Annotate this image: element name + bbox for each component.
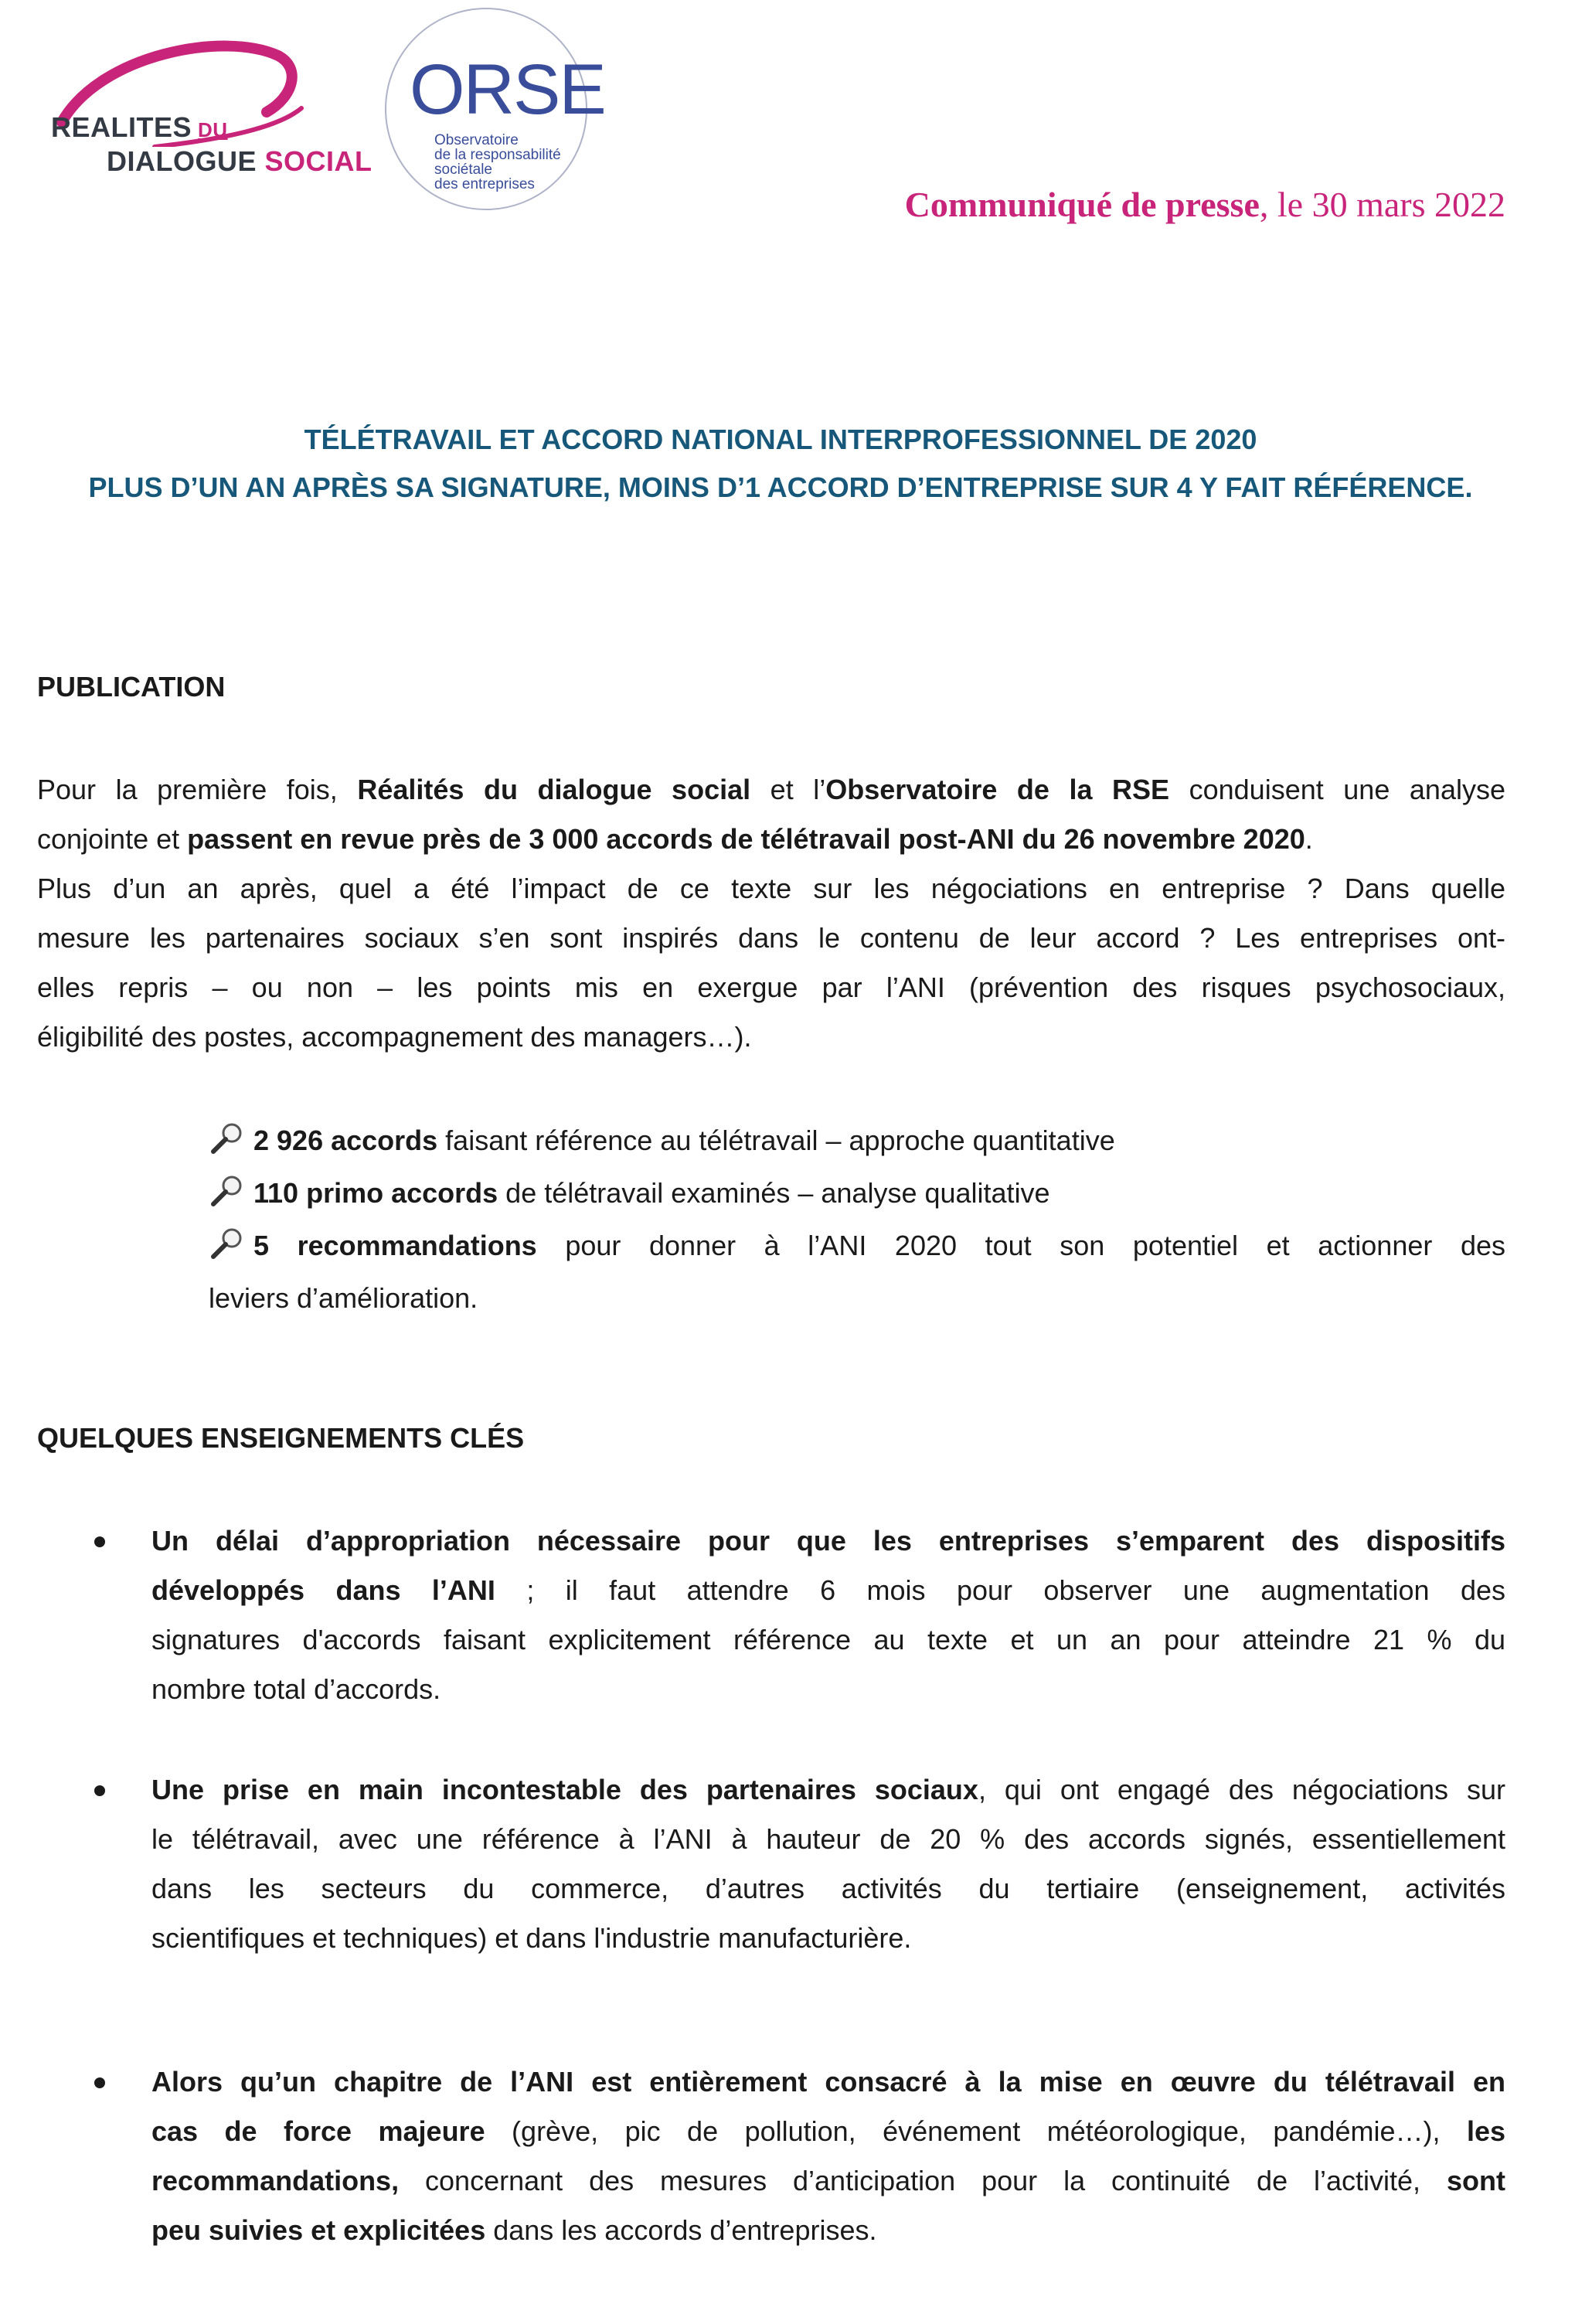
lesson-line: Alors qu’un chapitre de l’ANI est entièrement consacré à la mise en œuvre du télétravail en xyxy=(151,2066,1505,2098)
magnifier-icon xyxy=(209,1122,246,1156)
magnifier-icon xyxy=(209,1175,246,1209)
paragraph-line: elles repris – ou non – les points mis en exergue par l’ANI (prévention des risques psychosociaux, xyxy=(37,971,1505,1003)
lesson-line: le télétravail, avec une référence à l’ANI à hauteur de 20 % des accords signés, essentiellement xyxy=(151,1823,1505,1855)
bullet-dot-icon xyxy=(94,2077,105,2088)
lesson-line: recommandations, concernant des mesures d’anticipation pour la continuité de l’activité, sont xyxy=(151,2165,1505,2196)
title-line-1: TÉLÉTRAVAIL ET ACCORD NATIONAL INTERPROFESSIONNEL DE 2020 xyxy=(304,424,1257,455)
section-heading-publication: PUBLICATION xyxy=(37,671,226,703)
logo-line-2: DIALOGUE SOCIAL xyxy=(107,145,372,177)
paragraph-line: Plus d’un an après, quel a été l’impact de ce texte sur les négociations en entreprise ? Dans quelle xyxy=(37,873,1505,904)
lesson-item-3 xyxy=(151,2057,1505,2255)
magnifier-icon xyxy=(209,1227,246,1261)
section-heading-key-lessons: QUELQUES ENSEIGNEMENTS CLÉS xyxy=(37,1422,525,1454)
orse-wordmark: ORSE xyxy=(410,50,605,129)
lesson-line: scientifiques et techniques) et dans l'industrie manufacturière. xyxy=(151,1922,912,1954)
highlight-item-continuation: leviers d’amélioration. xyxy=(209,1282,478,1314)
highlight-item: 5 recommandations pour donner à l’ANI 2020 tout son potentiel et actionner des xyxy=(209,1220,1505,1272)
lesson-line: signatures d'accords faisant explicitement référence au texte et un an pour atteindre 21 % du xyxy=(151,1624,1505,1655)
highlight-item: 110 primo accords de télétravail examinés – analyse qualitative xyxy=(209,1167,1505,1220)
highlights-list xyxy=(209,1114,1505,1325)
lesson-item-2 xyxy=(151,1765,1505,1963)
lesson-line: peu suivies et explicitées dans les accords d’entreprises. xyxy=(151,2214,877,2246)
publication-paragraph xyxy=(37,765,1505,1062)
orse-logo xyxy=(385,8,605,210)
lesson-line: Une prise en main incontestable des partenaires sociaux, qui ont engagé des négociations sur xyxy=(151,1774,1505,1805)
lesson-line: nombre total d’accords. xyxy=(151,1673,441,1705)
paragraph-line: conjointe et passent en revue près de 3 000 accords de télétravail post-ANI du 26 novembre 2020. xyxy=(37,823,1313,855)
bullet-dot-icon xyxy=(94,1536,105,1547)
bullet-dot-icon xyxy=(94,1785,105,1796)
lesson-item-1 xyxy=(151,1516,1505,1714)
paragraph-line: éligibilité des postes, accompagnement des managers…). xyxy=(37,1021,752,1053)
paragraph-line: Pour la première fois, Réalités du dialogue social et l’Observatoire de la RSE conduisent une analyse xyxy=(37,774,1505,805)
logo-line-1: REALITES DU xyxy=(51,111,228,143)
realites-dialogue-social-logo xyxy=(46,31,371,209)
lesson-line: Un délai d’appropriation nécessaire pour que les entreprises s’emparent des dispositifs xyxy=(151,1525,1505,1557)
lesson-line: cas de force majeure (grève, pic de pollution, événement météorologique, pandémie…), les xyxy=(151,2115,1505,2147)
press-release-date: Communiqué de presse, le 30 mars 2022 xyxy=(904,185,1505,224)
highlight-item: 2 926 accords faisant référence au télétravail – approche quantitative xyxy=(209,1114,1505,1167)
lesson-line: dans les secteurs du commerce, d’autres activités du tertiaire (enseignement, activités xyxy=(151,1873,1505,1904)
title-line-2: PLUS D’UN AN APRÈS SA SIGNATURE, MOINS D’1 ACCORD D’ENTREPRISE SUR 4 Y FAIT RÉFÉRENCE. xyxy=(88,471,1473,503)
orse-tagline: Observatoire de la responsabilité sociétale des entreprises xyxy=(434,132,561,192)
lesson-line: développés dans l’ANI ; il faut attendre 6 mois pour observer une augmentation des xyxy=(151,1574,1505,1606)
paragraph-line: mesure les partenaires sociaux s’en sont inspirés dans le contenu de leur accord ? Les entreprises ont- xyxy=(37,922,1505,954)
